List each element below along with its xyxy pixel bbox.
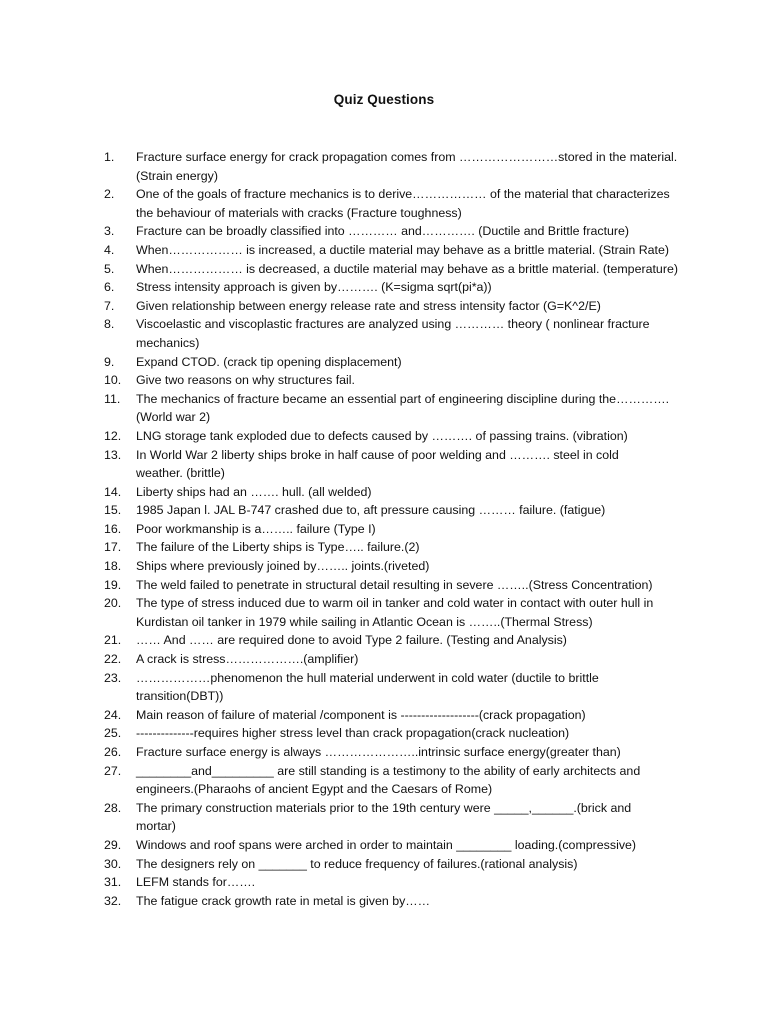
question-item [0,743,768,762]
question-item [0,260,768,279]
question-number: 28. [104,800,122,815]
question-number: 20. [104,596,122,611]
question-text: Viscoelastic and viscoplastic fractures are analyzed using ………… theory ( nonlinear fracture mechanics) [136,317,650,350]
question-text: One of the goals of fracture mechanics is to derive……………… of the material that characterizes the behaviour of materials with cracks (Fracture toughness) [136,187,670,220]
question-item [0,427,768,446]
question-text: Fracture surface energy is always …………………..intrinsic surface energy(greater than) [136,745,621,759]
question-item [0,446,768,483]
question-number: 8. [104,317,115,332]
question-number: 9. [104,354,115,369]
question-item [0,576,768,595]
question-item [0,390,768,427]
question-item [0,483,768,502]
question-text: 1985 Japan l. JAL B-747 crashed due to, aft pressure causing ……… failure. (fatigue) [136,503,606,518]
question-text: The fatigue crack growth rate in metal is given by…… [136,893,431,908]
question-number: 10. [104,373,122,388]
question-number: 32. [104,893,122,908]
page-title: Quiz Questions [333,92,435,107]
question-text: The primary construction materials prior to the 19th century were _____,______.(brick and mortar) [136,800,632,834]
question-item [0,706,768,725]
question-number: 12. [104,428,122,443]
question-item [0,650,768,669]
question-item [0,353,768,372]
question-item [0,278,768,297]
question-item [0,594,768,631]
question-number: 5. [104,261,115,276]
question-item [0,538,768,557]
question-item [0,762,768,799]
question-number: 7. [104,298,115,313]
question-item [0,724,768,743]
question-item [0,836,768,855]
question-text: Liberty ships had an ……. hull. (all welded) [136,484,372,499]
question-text: The type of stress induced due to warm oil in tanker and cold water in contact with outer hull in Kurdistan oil tanker in 1979 while sailing in Atlantic Ocean is ……..(Thermal Stress) [136,596,654,629]
question-text: Fracture can be broadly classified into ………… and…………. (Ductile and Brittle fracture) [136,224,630,239]
question-item [0,185,768,222]
question-text: When……………… is decreased, a ductile material may behave as a brittle material. (temperature) [136,261,678,276]
question-item [0,241,768,260]
question-text: When……………… is increased, a ductile material may behave as a brittle material. (Strain Rate) [136,242,669,257]
question-number: 30. [104,856,122,871]
question-item [0,631,768,650]
question-text: Ships where previously joined by…….. joints.(riveted) [136,559,430,574]
question-number: 14. [104,484,122,499]
question-text: Give two reasons on why structures fail. [136,373,355,388]
question-number: 17. [104,540,122,555]
question-text: The failure of the Liberty ships is Type….. failure.(2) [136,540,420,555]
question-number: 3. [104,224,115,239]
question-number: 15. [104,503,122,518]
question-number: 11. [104,391,121,406]
question-item [0,222,768,241]
question-text: …… And …… are required done to avoid Type 2 failure. (Testing and Analysis) [136,633,567,648]
question-text: The weld failed to penetrate in structural detail resulting in severe ……..(Stress Concentration) [136,577,653,592]
question-number: 16. [104,521,122,536]
question-item [0,501,768,520]
question-number: 13. [104,447,122,462]
question-item [0,799,768,836]
question-number: 6. [104,280,115,295]
question-item [0,297,768,316]
question-text: Poor workmanship is a…….. failure (Type I) [136,521,376,536]
question-number: 24. [104,707,122,722]
question-text: The designers rely on _______ to reduce frequency of failures.(rational analysis) [136,856,578,871]
question-item [0,557,768,576]
question-text: The mechanics of fracture became an essential part of engineering discipline during the…………. (World war 2) [136,391,670,425]
question-list [0,148,768,910]
question-text: ________and_________ are still standing is a testimony to the ability of early architects and engineers.(Pharaohs of ancient Egypt and the Caesars of Rome) [136,763,641,797]
question-text: LNG storage tank exploded due to defects caused by ………. of passing trains. (vibration) [136,428,628,443]
question-number: 29. [104,837,122,852]
question-item [0,371,768,390]
question-item [0,520,768,539]
question-text: Stress intensity approach is given by………. (K=sigma sqrt(pi*a)) [136,280,492,295]
question-text: A crack is stress……………….(amplifier) [136,652,359,667]
question-number: 21. [104,633,122,648]
question-text: Fracture surface energy for crack propagation comes from ……………………stored in the material. (Strain energy) [136,150,678,183]
question-number: 4. [104,242,115,257]
question-item [0,315,768,352]
question-item [0,873,768,892]
question-text: Main reason of failure of material /component is -------------------(crack propagation) [136,707,586,722]
question-number: 2. [104,187,115,202]
question-number: 18. [104,559,122,574]
question-number: 22. [104,652,122,667]
question-text: In World War 2 liberty ships broke in half cause of poor welding and ………. steel in cold weather. (brittle) [136,447,619,481]
question-item [0,855,768,874]
question-item [0,669,768,706]
question-text: Windows and roof spans were arched in order to maintain ________ loading.(compressive) [136,837,637,852]
question-text: LEFM stands for……. [136,875,256,890]
question-item [0,892,768,911]
question-number: 19. [104,577,122,592]
question-text: --------------requires higher stress level than crack propagation(crack nucleation) [136,726,570,741]
question-number: 1. [104,150,115,164]
question-text: ………………phenomenon the hull material underwent in cold water (ductile to brittle transition(DBT)) [136,670,599,704]
question-item [0,148,768,185]
question-text: Expand CTOD. (crack tip opening displacement) [136,354,402,369]
question-number: 27. [104,763,122,778]
question-number: 31. [104,875,122,890]
question-text: Given relationship between energy release rate and stress intensity factor (G=K^2/E) [136,298,601,313]
question-number: 23. [104,670,122,685]
question-number: 26. [104,745,122,759]
question-number: 25. [104,726,122,741]
